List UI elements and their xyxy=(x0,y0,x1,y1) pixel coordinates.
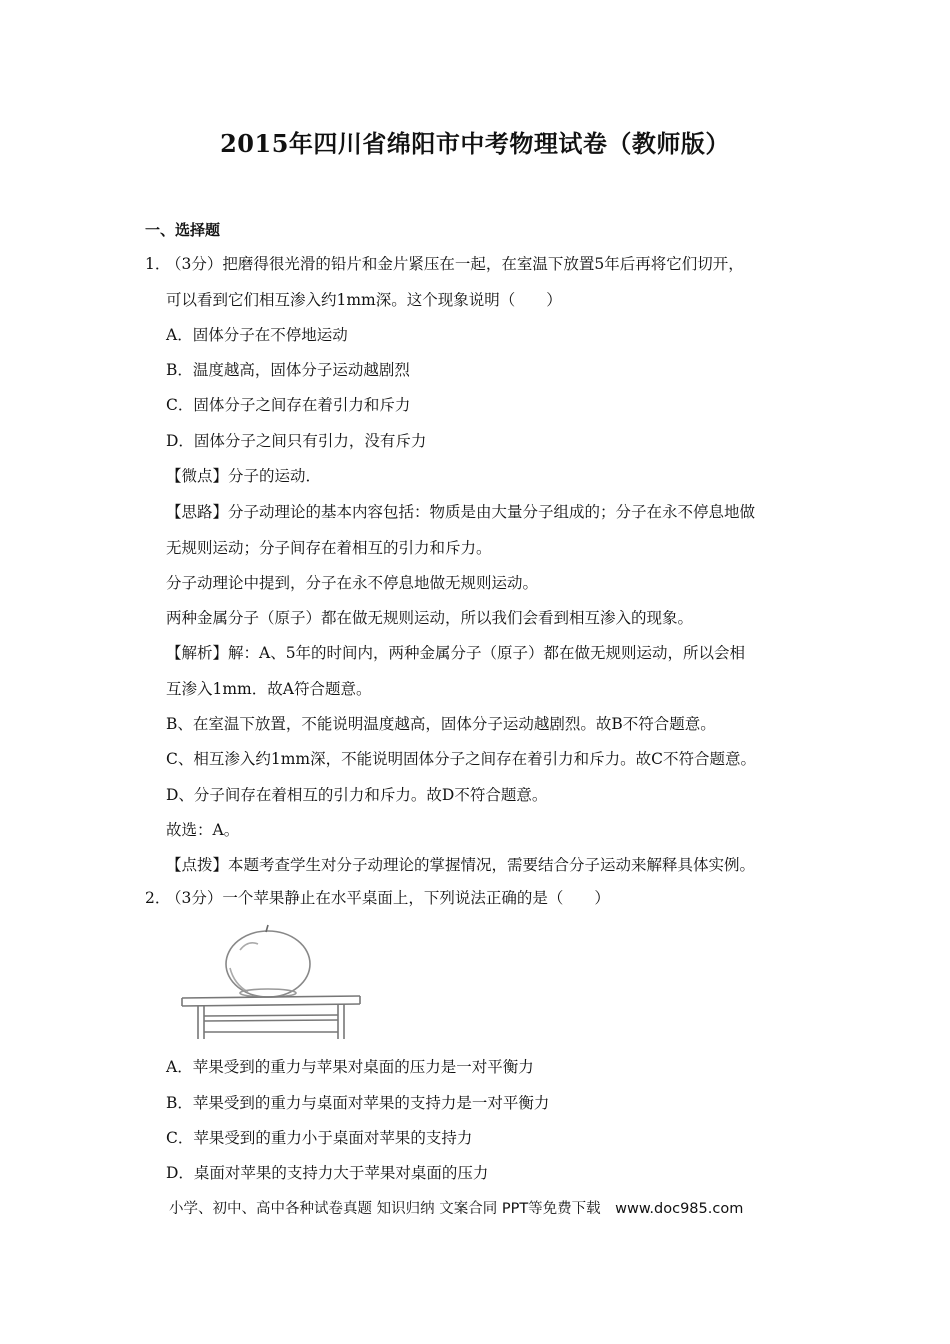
question-1-answer: 故选：A。 xyxy=(166,821,240,839)
section-heading: 一、选择题 xyxy=(145,221,221,239)
question-2-stem: （3分）一个苹果静止在水平桌面上，下列说法正确的是（ ） xyxy=(166,889,610,907)
question-1-jiexi-line-1: 【解析】解：A、5年的时间内，两种金属分子（原子）都在做无规则运动，所以会相 xyxy=(166,644,746,662)
apple-on-table-figure xyxy=(178,922,364,1042)
footer-banner: 小学、初中、高中各种试卷真题 知识归纳 文案合同 PPT等免费下载 www.doc985.com xyxy=(169,1201,744,1217)
question-1-option-b: B．温度越高，固体分子运动越剧烈 xyxy=(166,361,410,379)
question-2-option-b: B．苹果受到的重力与桌面对苹果的支持力是一对平衡力 xyxy=(166,1094,550,1112)
question-1-option-c: C．固体分子之间存在着引力和斥力 xyxy=(166,396,411,414)
question-2-option-d: D．桌面对苹果的支持力大于苹果对桌面的压力 xyxy=(166,1164,489,1182)
question-1-jiexi-line-4: C、相互渗入约1mm深，不能说明固体分子之间存在着引力和斥力。故C不符合题意。 xyxy=(166,750,756,768)
question-1-number: 1． xyxy=(145,255,171,273)
page-title: 2015年四川省绵阳市中考物理试卷（教师版） xyxy=(220,129,730,158)
question-1-jiexi-line-2: 互渗入1mm．故A符合题意。 xyxy=(166,680,372,698)
question-1-silu-line-4: 两种金属分子（原子）都在做无规则运动，所以我们会看到相互渗入的现象。 xyxy=(166,609,694,627)
question-1-jiexi-line-3: B、在室温下放置，不能说明温度越高，固体分子运动越剧烈。故B不符合题意。 xyxy=(166,715,716,733)
question-1-silu-line-1: 【思路】分子动理论的基本内容包括：物质是由大量分子组成的；分子在永不停息地做 xyxy=(166,503,756,521)
question-1-weidian: 【微点】分子的运动． xyxy=(166,467,322,485)
question-1-stem-line-2: 可以看到它们相互渗入约1mm深。这个现象说明（ ） xyxy=(166,291,562,309)
question-1-silu-line-2: 无规则运动；分子间存在着相互的引力和斥力。 xyxy=(166,539,492,557)
question-1-option-d: D．固体分子之间只有引力，没有斥力 xyxy=(166,432,427,450)
question-2-option-c: C．苹果受到的重力小于桌面对苹果的支持力 xyxy=(166,1129,473,1147)
question-1-silu-line-3: 分子动理论中提到，分子在永不停息地做无规则运动。 xyxy=(166,574,539,592)
question-1-stem-line-1: （3分）把磨得很光滑的铅片和金片紧压在一起，在室温下放置5年后再将它们切开， xyxy=(166,255,744,273)
question-2-number: 2． xyxy=(145,889,171,907)
question-2-option-a: A．苹果受到的重力与苹果对桌面的压力是一对平衡力 xyxy=(166,1058,534,1076)
question-1-dianbo: 【点拨】本题考查学生对分子动理论的掌握情况，需要结合分子运动来解释具体实例。 xyxy=(166,856,756,874)
question-1-jiexi-line-5: D、分子间存在着相互的引力和斥力。故D不符合题意。 xyxy=(166,786,548,804)
question-1-option-a: A．固体分子在不停地运动 xyxy=(166,326,348,344)
